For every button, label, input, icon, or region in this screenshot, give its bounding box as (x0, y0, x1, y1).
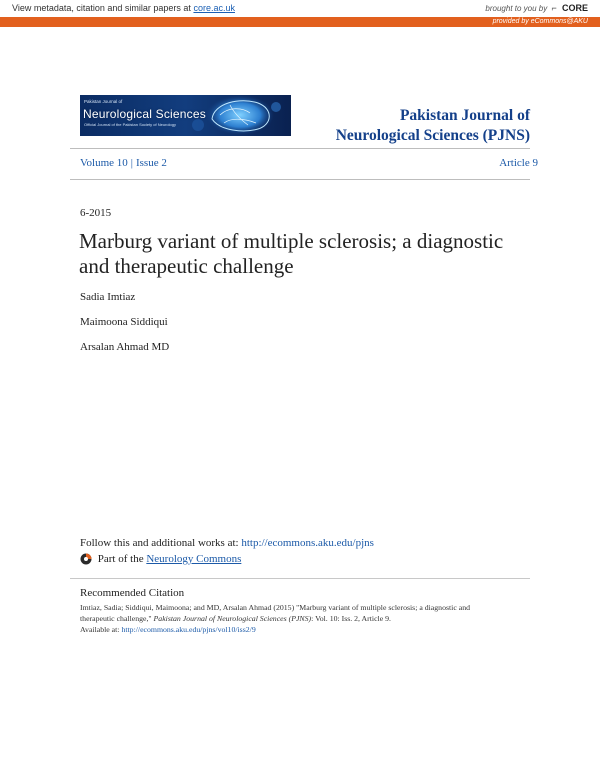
core-logo-icon: ⌐ (551, 3, 557, 13)
pjns-link[interactable]: http://ecommons.aku.edu/pjns (241, 537, 374, 549)
divider (70, 179, 530, 180)
journal-title-line-2: Neurological Sciences (PJNS) (335, 127, 530, 144)
author-name: Maimoona Siddiqui (80, 316, 168, 328)
available-at-text: Available at: (80, 625, 120, 634)
brought-text: brought to you by (485, 4, 548, 13)
divider (70, 578, 530, 579)
volume-link[interactable]: Volume 10 (80, 157, 128, 169)
part-of-text: Part of the (97, 553, 144, 565)
neurology-commons-link[interactable]: Neurology Commons (146, 553, 242, 565)
journal-title[interactable] (290, 106, 530, 146)
citation-title-end: therapeutic challenge," (80, 614, 152, 623)
core-metadata-notice (12, 3, 235, 13)
issue-row (80, 157, 540, 169)
citation-line-2 (80, 613, 520, 624)
divider (70, 148, 530, 149)
recommended-citation-heading: Recommended Citation (80, 587, 185, 599)
part-of-line (80, 553, 241, 568)
bepress-commons-icon (80, 553, 92, 568)
follow-text: Follow this and additional works at: (80, 537, 239, 549)
banner-subtitle: Official Journal of the Pakistan Society of Neurology (84, 122, 176, 127)
core-link[interactable]: core.ac.uk (193, 3, 235, 13)
journal-title-line-1: Pakistan Journal of (399, 107, 530, 124)
author-name: Arsalan Ahmad MD (80, 341, 170, 353)
citation-line-3 (80, 624, 520, 635)
banner-small-text: Pakistan Journal of (84, 99, 123, 104)
core-metadata-text: View metadata, citation and similar papers at (12, 3, 191, 13)
journal-banner-image (80, 95, 291, 136)
citation-volume: : Vol. 10: Iss. 2, Article 9. (311, 614, 391, 623)
follow-line (80, 537, 374, 549)
issue-separator: | (130, 157, 133, 169)
issue-link[interactable]: Issue 2 (135, 157, 167, 169)
publication-date: 6-2015 (80, 207, 112, 219)
recommended-citation (80, 602, 520, 635)
core-top-bar (0, 0, 600, 18)
core-branding[interactable] (485, 3, 588, 13)
author-name: Sadia Imtiaz (80, 291, 136, 303)
article-url-link[interactable]: http://ecommons.aku.edu/pjns/vol10/iss2/9 (121, 625, 256, 634)
core-label: CORE (561, 3, 588, 13)
article-link[interactable]: Article 9 (499, 157, 538, 169)
citation-journal: Pakistan Journal of Neurological Sciences (PJNS) (153, 614, 312, 623)
provider-bar (0, 17, 600, 27)
banner-title: Neurological Sciences (83, 107, 206, 121)
citation-line-1: Imtiaz, Sadia; Siddiqui, Maimoona; and MD, Arsalan Ahmad (2015) "Marburg variant of multiple sclerosis; a diagnostic and (80, 603, 470, 612)
provided-by-text[interactable]: provided by eCommons@AKU (492, 18, 588, 25)
paper-title: Marburg variant of multiple sclerosis; a diagnostic and therapeutic challenge (79, 229, 504, 278)
